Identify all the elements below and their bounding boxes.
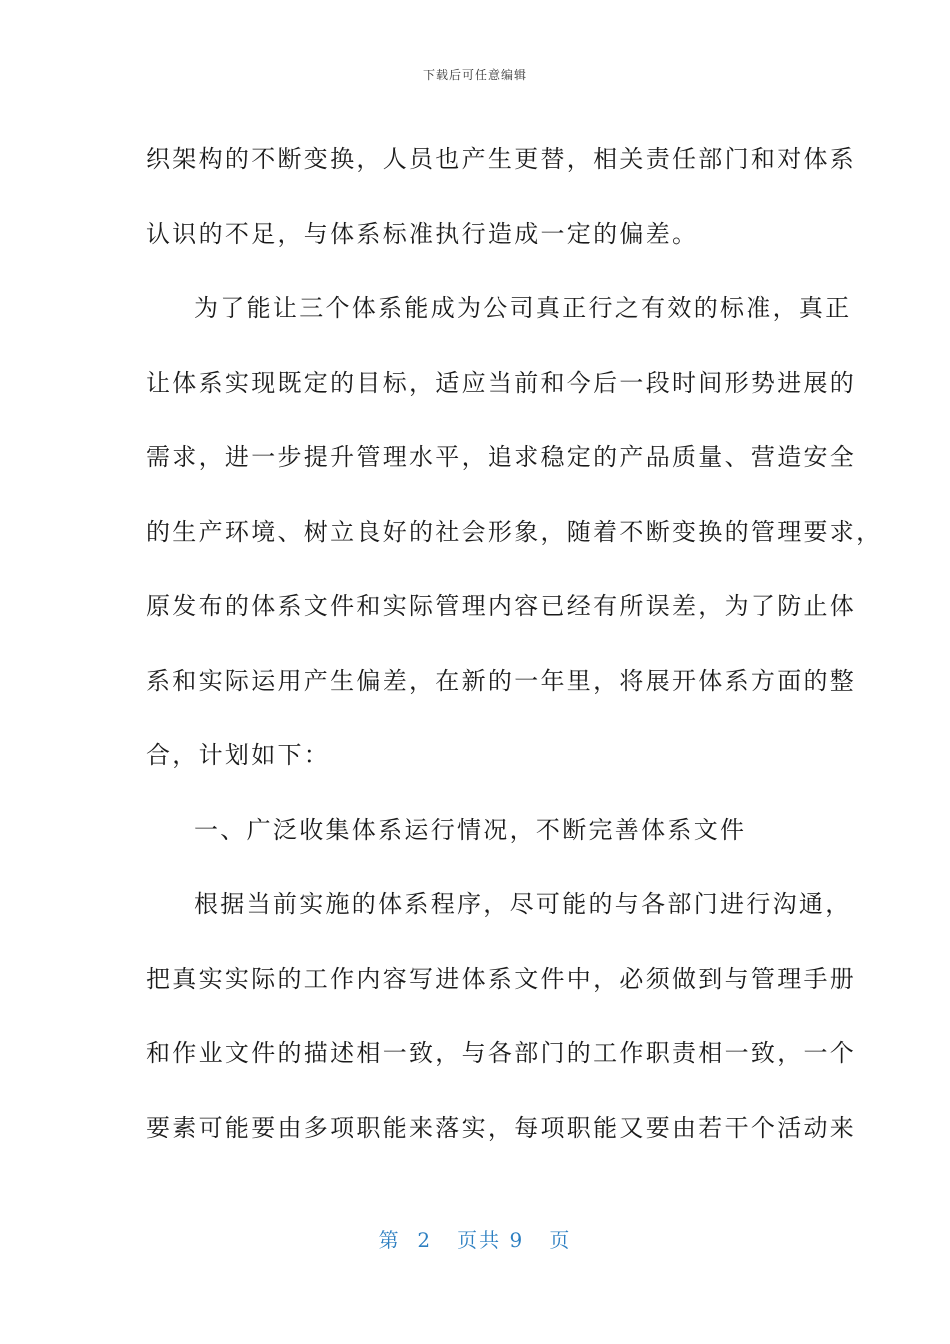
text-line: 系和实际运用产生偏差，在新的一年里，将展开体系方面的整 [146,666,857,695]
text-line: 根据当前实施的体系程序，尽可能的与各部门进行沟通， [194,890,852,918]
text-line: 让体系实现既定的目标，适应当前和今后一段时间形势进展的 [146,368,857,397]
section-heading: 一、广泛收集体系运行情况，不断完善体系文件 [194,815,747,844]
text-line: 的生产环境、树立良好的社会形象，随着不断变换的管理要求， [146,517,883,546]
page-header-note: 下载后可任意编辑 [422,68,527,82]
text-line: 要素可能要由多项职能来落实，每项职能又要由若干个活动来 [146,1113,857,1142]
footer-prefix: 第 [378,1228,401,1252]
total-pages-number: 9 [509,1228,525,1252]
footer-middle: 页共 [457,1228,502,1252]
text-line: 为了能让三个体系能成为公司真正行之有效的标准，真正 [194,294,852,322]
footer-suffix: 页 [549,1228,572,1252]
text-line: 织架构的不断变换，人员也产生更替，相关责任部门和对体系 [146,145,857,173]
text-line: 认识的不足，与体系标准执行造成一定的偏差。 [146,219,699,248]
document-body [146,122,883,1165]
page-number-footer [0,1224,950,1253]
text-line: 和作业文件的描述相一致，与各部门的工作职责相一致，一个 [146,1039,857,1067]
text-line: 合，计划如下： [146,741,331,769]
text-line: 把真实实际的工作内容写进体系文件中，必须做到与管理手册 [146,964,857,993]
current-page-number: 2 [417,1228,433,1252]
text-line: 需求，进一步提升管理水平，追求稳定的产品质量、营造安全 [146,443,857,471]
text-line: 原发布的体系文件和实际管理内容已经有所误差，为了防止体 [146,592,857,620]
